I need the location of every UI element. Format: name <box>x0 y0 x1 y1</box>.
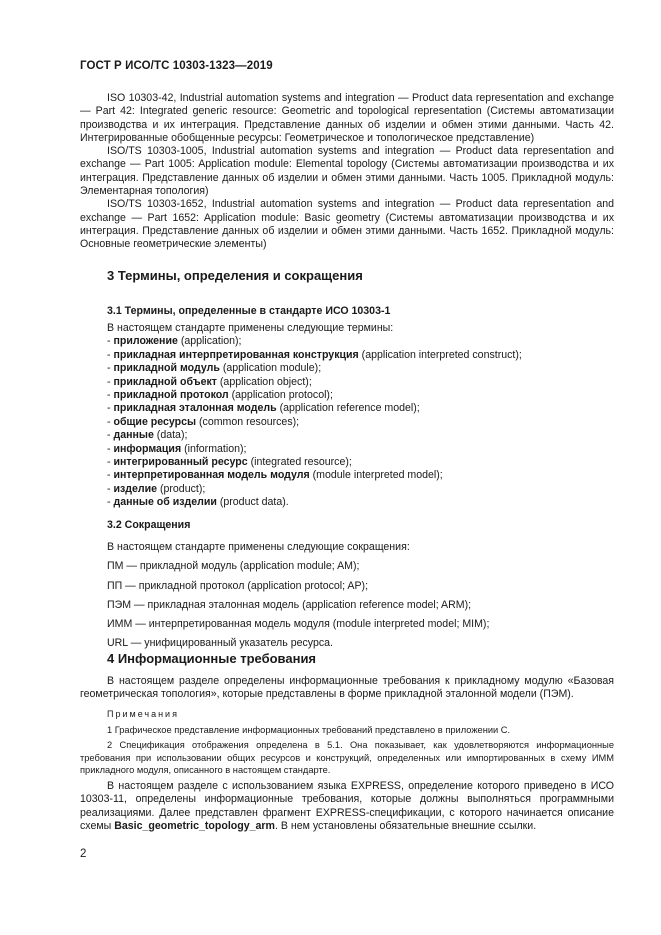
term-item <box>107 483 614 496</box>
page-number: 2 <box>80 848 87 860</box>
terms-list <box>107 322 614 510</box>
term-item <box>107 456 614 469</box>
term-item <box>107 362 614 375</box>
term-name: интерпретированная модель модуля <box>113 469 310 482</box>
section-4-title: 4 Информационные требования <box>107 651 317 666</box>
abbreviation-item: URL — унифицированный указатель ресурса. <box>107 637 333 650</box>
note-item: 2 Спецификация отображения определена в 5.1. Она показывает, как удовлетворяются информационные требования при использовании общих ресурсов и конструкций, определенных или импортированных в схему ИММ прикладного модуля, описанного в настоящем стандарте. <box>80 740 614 775</box>
term-item <box>107 429 614 442</box>
term-name: прикладной модуль <box>113 362 220 375</box>
term-name: данные <box>113 429 154 442</box>
term-item <box>107 402 614 415</box>
term-name: прикладная эталонная модель <box>113 402 277 415</box>
term-name: прикладная интерпретированная конструкция <box>113 348 359 361</box>
list-dash: - <box>107 362 111 375</box>
term-item <box>107 443 614 456</box>
list-dash: - <box>107 482 111 495</box>
terms-intro: В настоящем стандарте применены следующие термины: <box>107 322 394 334</box>
list-dash: - <box>107 456 111 469</box>
term-english: (application protocol); <box>231 389 333 402</box>
term-name: приложение <box>113 335 178 348</box>
list-dash: - <box>107 389 111 402</box>
term-english: (data); <box>156 429 188 442</box>
term-name: прикладной протокол <box>113 389 229 402</box>
abbreviations-intro: В настоящем стандарте применены следующие сокращения: <box>107 541 410 553</box>
subsection-3-1-title: 3.1 Термины, определенные в стандарте ИСО 10303-1 <box>107 305 391 317</box>
term-english: (application module); <box>222 362 322 375</box>
list-dash: - <box>107 335 111 348</box>
term-name: общие ресурсы <box>113 415 197 428</box>
list-dash: - <box>107 496 111 509</box>
term-english: (integrated resource); <box>250 456 352 469</box>
term-item <box>107 349 614 362</box>
term-name: данные об изделии <box>113 496 217 509</box>
list-dash: - <box>107 402 111 415</box>
reference-item: ISO 10303-42, Industrial automation systems and integration — Product data representation and exchange — Part 42: Integrated generic resource: Geometric and topological representation (Системы автоматизации производства и их интеграция. Представление данных об изделии и обмен этими данными. Часть 42. Интегрированные обобщенные ресурсы: Геометрическое и топологическое представление) <box>80 92 614 144</box>
term-item <box>107 389 614 402</box>
term-english: (module interpreted model); <box>312 469 443 482</box>
list-dash: - <box>107 442 111 455</box>
normative-references <box>80 92 614 252</box>
reference-item: ISO/TS 10303-1652, Industrial automation systems and integration — Product data representation and exchange — Part 1652: Application module: Basic geometry (Системы автоматизации производства и их интеграция. Представление данных об изделии и обмен этими данными. Часть 1652. Прикладной модуль: Основные геометрические элементы) <box>80 198 614 251</box>
term-english: (product data). <box>219 496 289 509</box>
term-name: интегрированный ресурс <box>113 456 248 469</box>
term-english: (product); <box>159 482 206 495</box>
list-dash: - <box>107 375 111 388</box>
term-name: прикладной объект <box>113 375 217 388</box>
list-dash: - <box>107 348 111 361</box>
term-item <box>107 496 614 509</box>
document-header: ГОСТ Р ИСО/ТС 10303-1323—2019 <box>80 60 273 72</box>
note-item: 1 Графическое представление информационных требований представлено в приложении С. <box>107 725 511 735</box>
term-english: (application reference model); <box>279 402 420 415</box>
term-item <box>107 376 614 389</box>
express-text-after: . В нем установлены обязательные внешние ссылки. <box>274 819 537 832</box>
express-section <box>80 780 614 833</box>
term-name: информация <box>113 442 182 455</box>
express-schema-name: Basic_geometric_topology_arm <box>114 819 275 832</box>
term-item <box>107 335 614 348</box>
abbreviation-item: ПМ — прикладной модуль (application module; AM); <box>107 560 360 573</box>
abbreviation-item: ИММ — интерпретированная модель модуля (module interpreted model; MIM); <box>107 618 490 631</box>
term-english: (common resources); <box>199 415 300 428</box>
info-requirements-paragraph: В настоящем разделе определены информационные требования к прикладному модулю «Базовая геометрическая топология», которые представлены в форме прикладной эталонной модели (ПЭМ). <box>80 675 614 701</box>
notes-title: Примечания <box>107 709 179 719</box>
term-item <box>107 416 614 429</box>
term-name: изделие <box>113 482 158 495</box>
list-dash: - <box>107 429 111 442</box>
abbreviation-item: ПЭМ — прикладная эталонная модель (application reference model; ARM); <box>107 598 472 611</box>
abbreviations-list <box>107 538 614 654</box>
section-3-title: 3 Термины, определения и сокращения <box>107 268 363 283</box>
subsection-3-2-title: 3.2 Сокращения <box>107 519 191 531</box>
list-dash: - <box>107 415 111 428</box>
list-dash: - <box>107 469 111 482</box>
term-item <box>107 469 614 482</box>
term-english: (application); <box>180 335 242 348</box>
reference-item: ISO/TS 10303-1005, Industrial automation systems and integration — Product data representation and exchange — Part 1005: Application module: Elemental topology (Системы автоматизации производства и их интеграция. Представление данных об изделии и обмен этими данными. Часть 1005. Прикладной модуль: Элементарная топология) <box>80 145 614 198</box>
term-english: (information); <box>184 442 247 455</box>
term-english: (application object); <box>219 375 312 388</box>
term-english: (application interpreted construct); <box>361 348 522 361</box>
section-4-intro <box>80 675 614 702</box>
express-text-before: В настоящем разделе с использованием языка EXPRESS, определение которого приведено в ИСО 10303-11, определены информационные требования, которые должны выполняться программными реализациями. Далее представлен фрагмент EXPRESS-спецификации, с которого начинается описание схемы <box>80 780 614 832</box>
terms-items <box>107 335 614 509</box>
notes <box>80 724 614 779</box>
abbreviation-item: ПП — прикладной протокол (application protocol; AP); <box>107 579 369 592</box>
express-paragraph <box>80 780 614 833</box>
